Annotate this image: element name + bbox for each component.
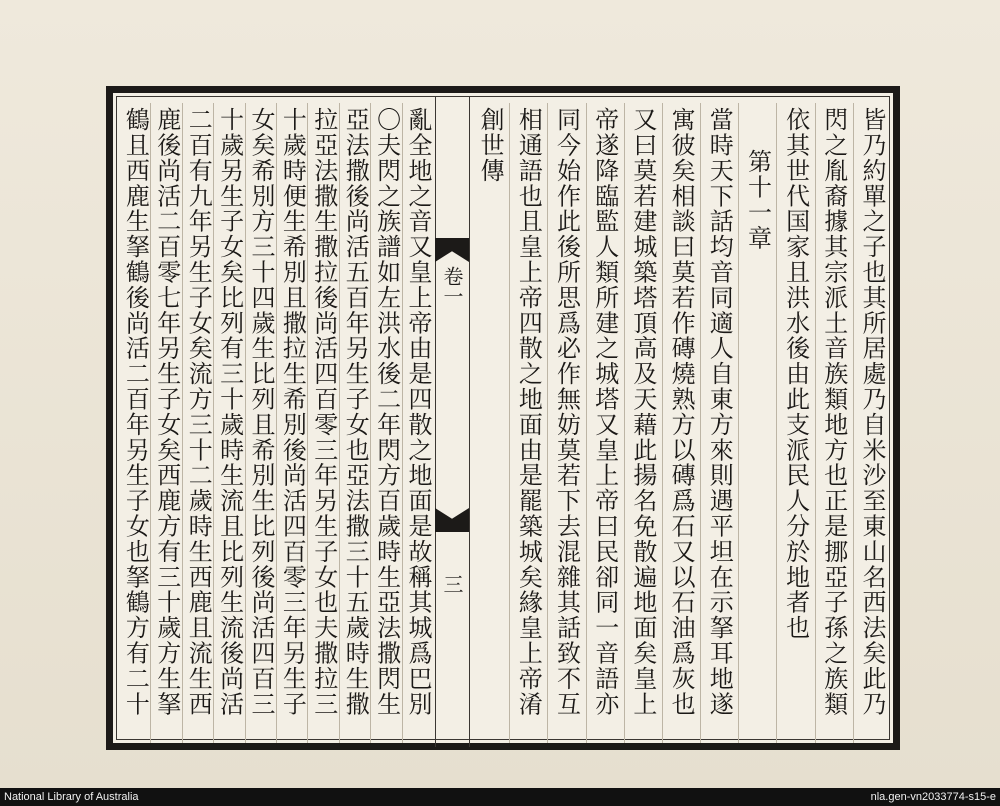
- column-rule: [509, 103, 510, 743]
- text-column-l5: 十歲時便生希別且撒拉生希別後尚活四百零三年另生子: [278, 107, 307, 717]
- chapter-heading: 第十一章: [743, 149, 772, 251]
- column-rule: [150, 103, 151, 743]
- fishtail-mark-top: [435, 238, 469, 262]
- text-column-r1: 皆乃約單之子也其所居處乃自米沙至東山名西法矣此乃: [857, 107, 886, 717]
- text-column-r6: 寓彼矣相談曰莫若作磚燒熟方以磚爲石又以石油爲灰也: [667, 107, 696, 717]
- column-rule: [307, 103, 308, 743]
- column-rule: [738, 103, 739, 743]
- column-rule: [815, 103, 816, 743]
- column-rule: [700, 103, 701, 743]
- text-column-r2: 閃之胤裔據其宗派土音族類地方也正是挪亞子孫之族類: [819, 107, 848, 717]
- column-rule: [182, 103, 183, 743]
- leaf-number: 三: [440, 574, 464, 594]
- footer-bar: [0, 788, 1000, 806]
- center-fold: [435, 96, 469, 746]
- column-rule: [547, 103, 548, 743]
- fold-rule: [469, 97, 470, 747]
- text-column-r7: 又曰莫若建城築塔頂高及天藉此揚名免散遍地面矣皇上: [628, 107, 657, 717]
- column-rule: [853, 103, 854, 743]
- text-column-l1: 亂全地之音又皇上帝由是四散之地面是故稱其城爲巴別: [403, 107, 432, 717]
- footer-institution: National Library of Australia: [4, 791, 139, 803]
- column-rule: [624, 103, 625, 743]
- text-column-r8: 帝遂降臨監人類所建之城塔又皇上帝曰民卻同一音語亦: [590, 107, 619, 717]
- column-rule: [586, 103, 587, 743]
- column-rule: [276, 103, 277, 743]
- column-rule: [213, 103, 214, 743]
- text-column-l8: 二百有九年另生子女矣流方三十二歲時生西鹿且流生西: [184, 107, 213, 717]
- text-column-r3: 依其世代国家且洪水後由此支派民人分於地者也: [781, 107, 810, 641]
- column-rule: [339, 103, 340, 743]
- column-rule: [776, 103, 777, 743]
- book-title: 創世傳: [476, 107, 505, 184]
- volume-label: 卷一: [440, 266, 464, 306]
- column-rule: [402, 103, 403, 743]
- text-column-l9: 鹿後尚活二百零七年另生子女矣西鹿方有三十歲方生拏: [152, 107, 181, 717]
- column-rule: [245, 103, 246, 743]
- fishtail-mark-bottom: [435, 508, 469, 532]
- text-column-r9: 同今始作此後所思爲必作無妨莫若下去混雜其話致不互: [552, 107, 581, 717]
- text-column-l4: 拉亞法撒生撒拉後尚活四百零三年另生子女也夫撒拉三: [309, 107, 338, 717]
- text-column-l7: 十歲另生子女矣比列有三十歲時生流且比列生流後尚活: [215, 107, 244, 717]
- footer-identifier: nla.gen-vn2033774-s15-e: [870, 791, 996, 803]
- text-column-r5: 當時天下話均音同適人自東方來則遇平坦在示拏耳地遂: [705, 107, 734, 717]
- text-column-l2: 〇夫閃之族譜如左洪水後二年閃方百歲時生亞法撒閃生: [372, 107, 401, 717]
- text-column-l3: 亞法撒後尚活五百年另生子女也亞法撒三十五歲時生撒: [341, 107, 370, 717]
- column-rule: [662, 103, 663, 743]
- woodblock-frame: [106, 86, 900, 750]
- inner-border: [116, 96, 890, 740]
- text-column-r10: 相通語也且皇上帝四散之地面由是罷築城矣緣皇上帝淆: [514, 107, 543, 717]
- column-rule: [370, 103, 371, 743]
- text-column-l6: 女矣希別方三十四歲生比列且希別生比列後尚活四百三: [246, 107, 275, 717]
- text-column-l10: 鶴且西鹿生拏鶴後尚活二百年另生子女也拏鶴方有二十: [121, 107, 150, 717]
